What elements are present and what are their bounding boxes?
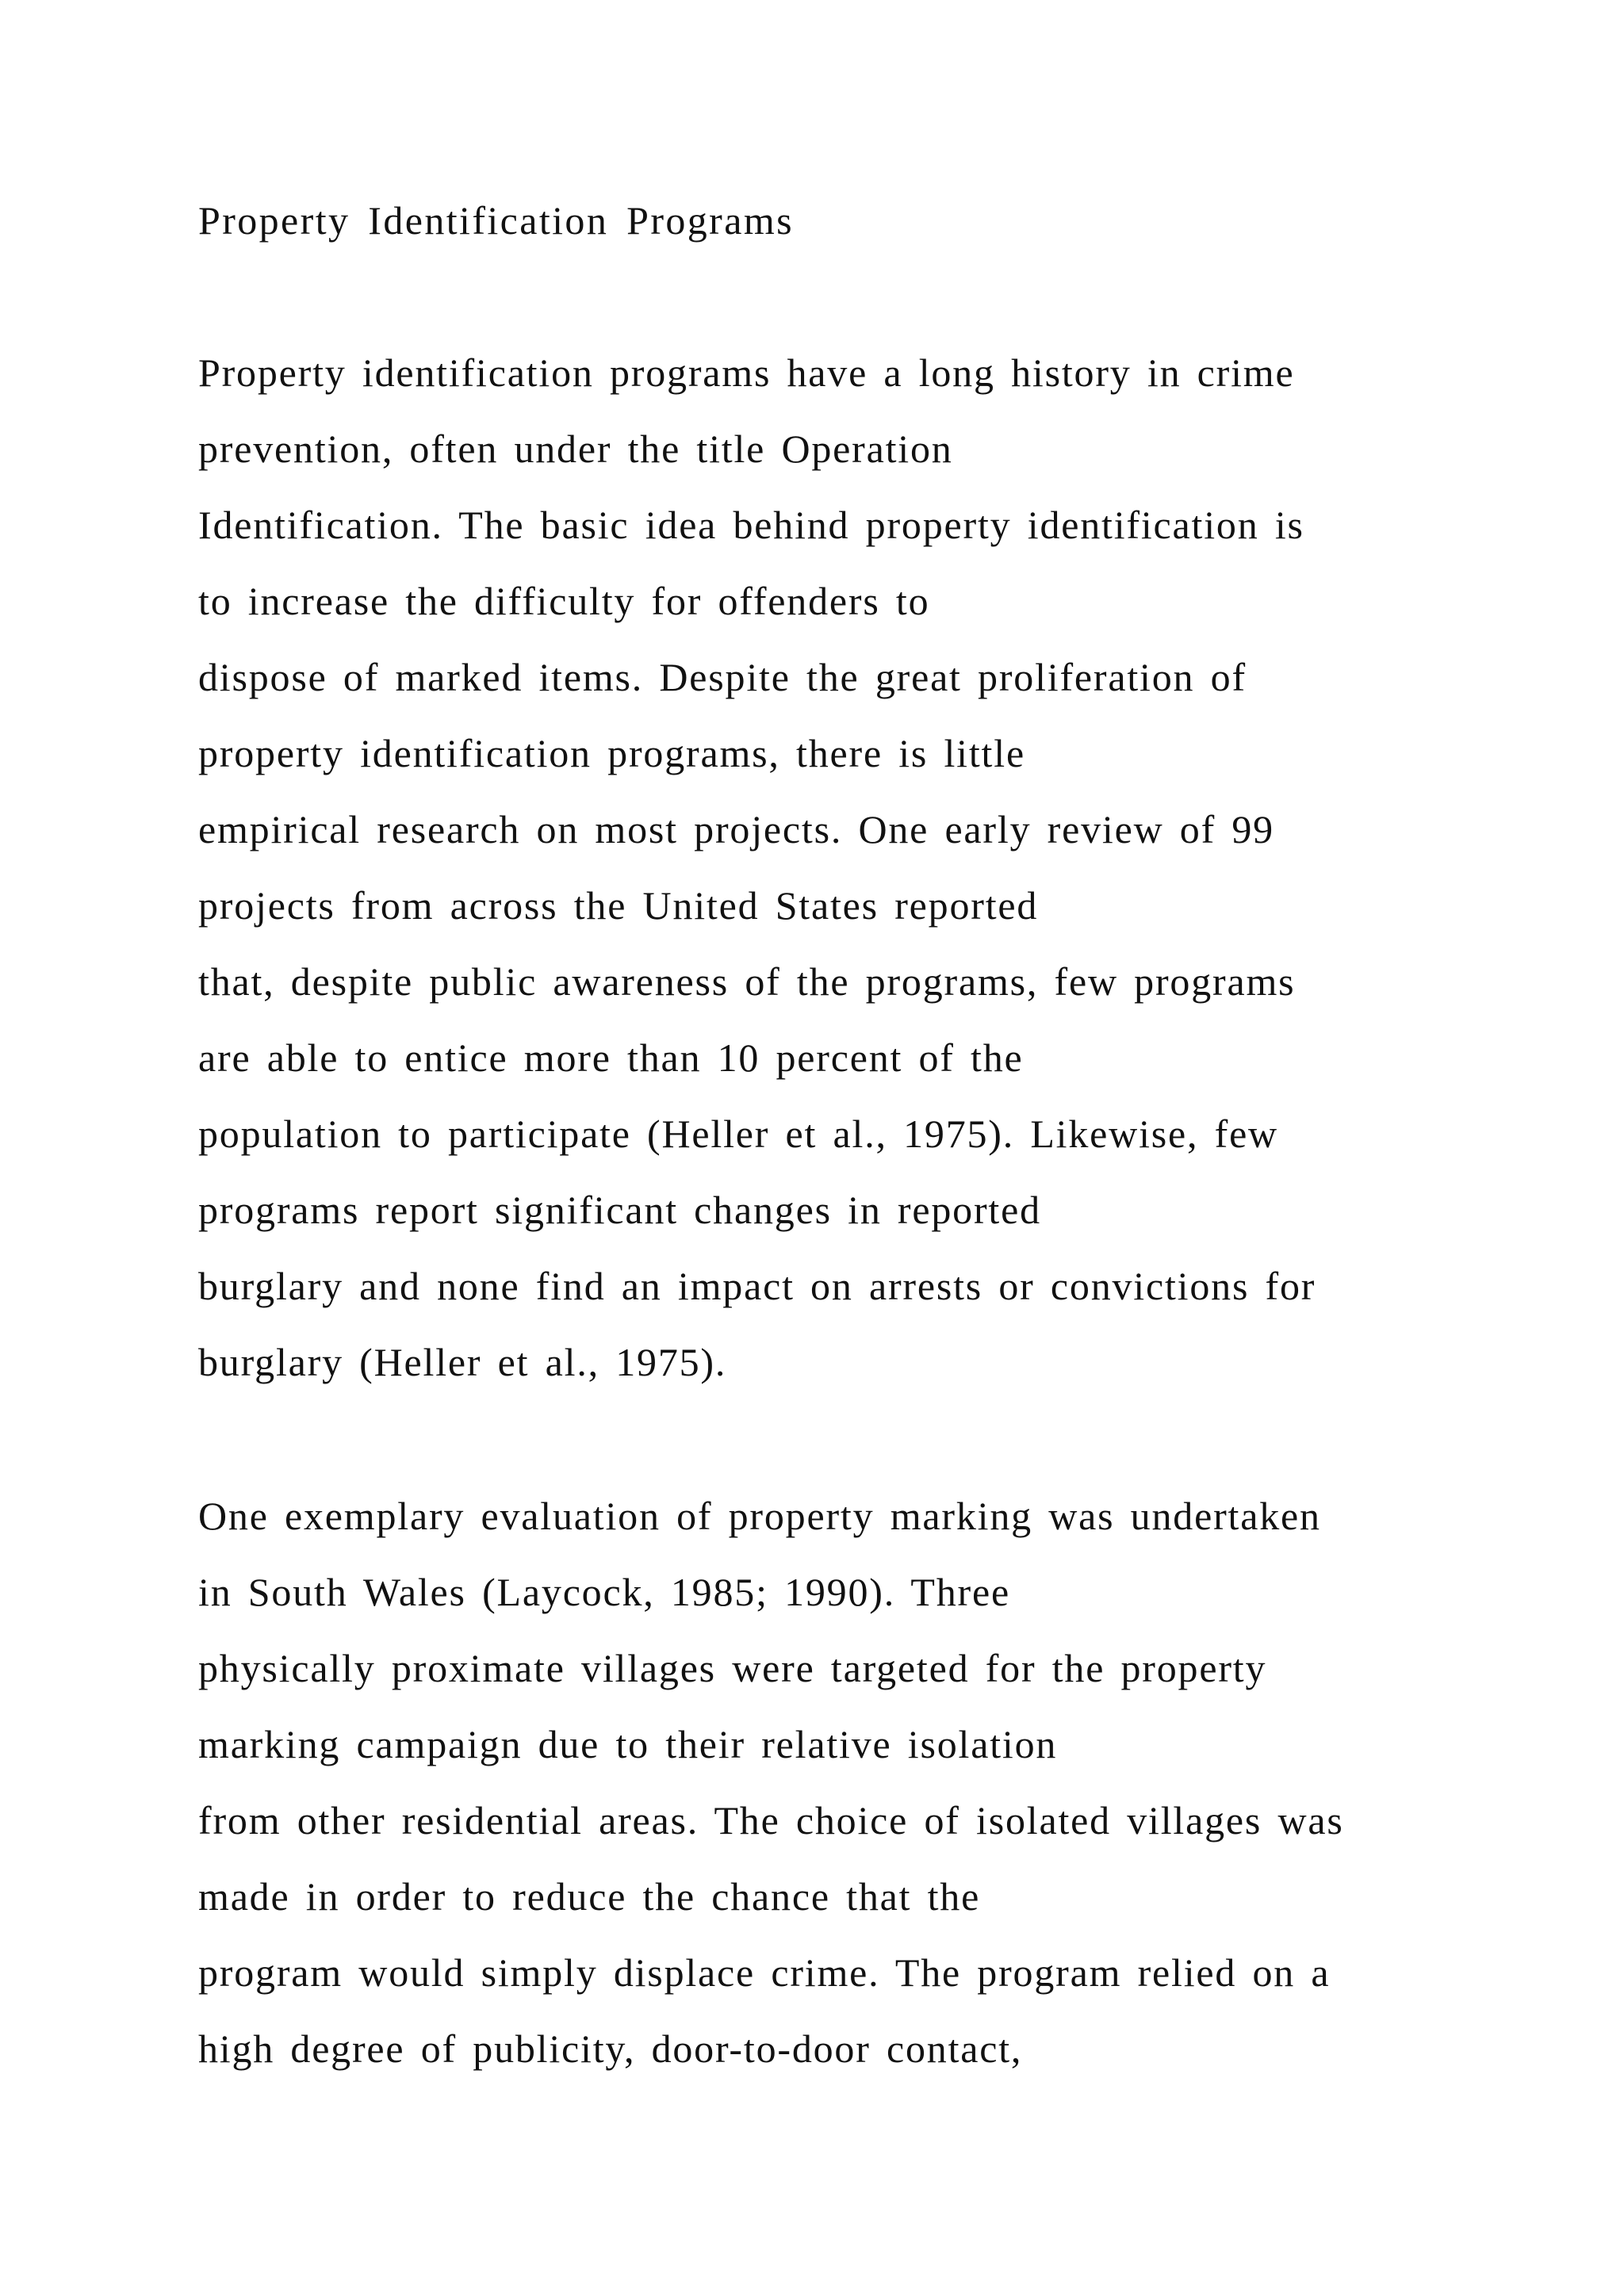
text-line: dispose of marked items. Despite the great proliferation of bbox=[198, 655, 1247, 699]
text-line: made in order to reduce the chance that the bbox=[198, 1874, 981, 1919]
text-line: to increase the difficulty for offenders to bbox=[198, 579, 930, 623]
text-line: are able to entice more than 10 percent of the bbox=[198, 1035, 1024, 1080]
text-line: Property identification programs have a long history in crime bbox=[198, 350, 1295, 395]
text-line: physically proximate villages were targeted for the property bbox=[198, 1646, 1267, 1690]
text-line: property identification programs, there is little bbox=[198, 731, 1025, 775]
text-line: programs report significant changes in reported bbox=[198, 1188, 1041, 1232]
text-line: prevention, often under the title Operation bbox=[198, 427, 953, 471]
text-line: burglary (Heller et al., 1975). bbox=[198, 1340, 727, 1384]
text-line: burglary and none find an impact on arrests or convictions for bbox=[198, 1264, 1316, 1308]
text-line: program would simply displace crime. The program relied on a bbox=[198, 1950, 1331, 1995]
paragraph-1 bbox=[198, 349, 1316, 1414]
document-title: Property Identification Programs bbox=[198, 198, 794, 243]
text-line: empirical research on most projects. One early review of 99 bbox=[198, 807, 1274, 851]
text-line: high degree of publicity, door-to-door contact, bbox=[198, 2026, 1023, 2071]
text-line: population to participate (Heller et al., 1975). Likewise, few bbox=[198, 1112, 1278, 1156]
text-line: marking campaign due to their relative isolation bbox=[198, 1722, 1058, 1766]
paragraph-2 bbox=[198, 1492, 1344, 2101]
text-line: projects from across the United States reported bbox=[198, 883, 1039, 928]
text-line: in South Wales (Laycock, 1985; 1990). Three bbox=[198, 1570, 1010, 1614]
text-line: that, despite public awareness of the programs, few programs bbox=[198, 959, 1296, 1004]
text-line: from other residential areas. The choice of isolated villages was bbox=[198, 1798, 1344, 1843]
text-line: Identification. The basic idea behind property identification is bbox=[198, 503, 1304, 547]
text-line: One exemplary evaluation of property marking was undertaken bbox=[198, 1494, 1321, 1538]
